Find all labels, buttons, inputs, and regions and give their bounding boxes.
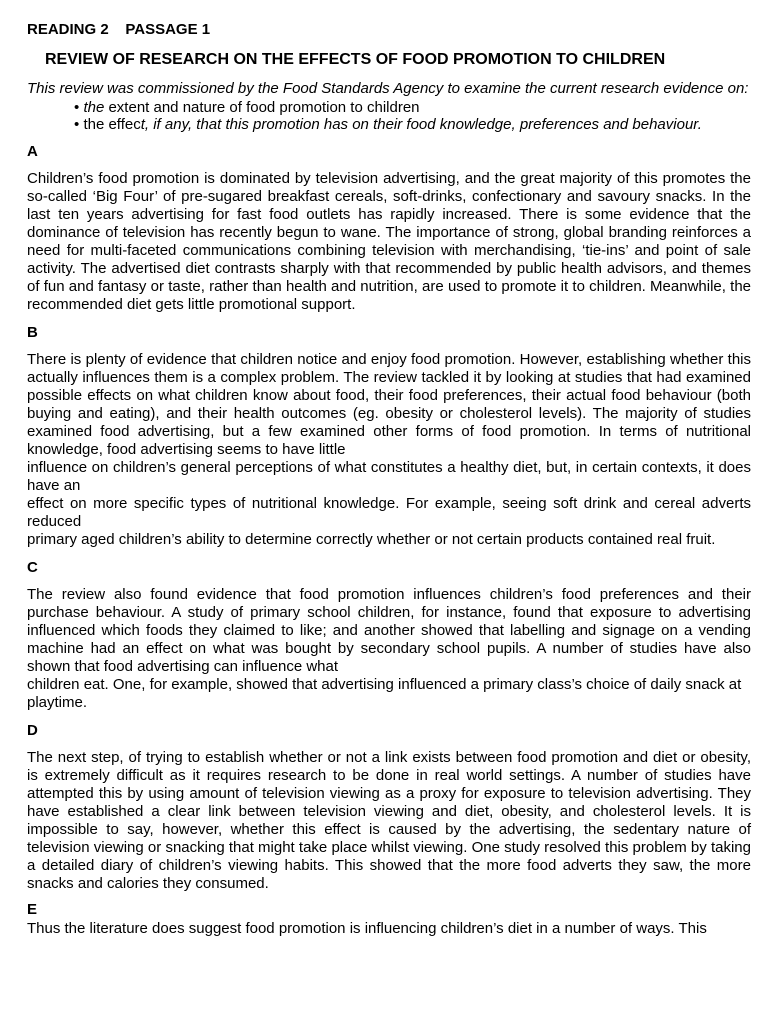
- bullet-item: [74, 99, 751, 116]
- bullet-dot-icon: •: [74, 99, 80, 116]
- paragraph-part: effect on more specific types of nutritional knowledge. For example, seeing soft drink and cereal adverts reduced: [27, 495, 751, 530]
- section-label-e: E: [27, 901, 38, 918]
- section-text-a: Children’s food promotion is dominated by television advertising, and the great majority of this promotes the so-called ‘Big Four’ of pre-sugared breakfast cereals, soft-drinks, confectionary and savoury snacks. In the last ten years advertising for fast food outlets has rapidly increased. There is some evidence that the dominance of television has recently begun to wane. The importance of strong, global branding reinforces a need for multi-faceted communications combining television with merchandising, ‘tie-ins’ and point of sale activity. The advertised diet contrasts sharply with that recommended by public health advisors, and themes of fun and fantasy or taste, rather than health and nutrition, are used to promote it to children. Meanwhile, the recommended diet gets little promotional support.: [27, 170, 751, 313]
- section-text-b: [27, 351, 751, 549]
- intro-text: This review was commissioned by the Food Standards Agency to examine the current research evidence on:: [27, 80, 749, 97]
- section-label-b: B: [27, 324, 38, 341]
- paragraph-part: primary aged children’s ability to determine correctly whether or not certain products contained real fruit.: [27, 531, 716, 548]
- passage-header: READING 2 PASSAGE 1: [27, 21, 211, 38]
- section-text-d: The next step, of trying to establish whether or not a link exists between food promotion and diet or obesity, is extremely difficult as it requires research to be done in real world settings. A number of studies have attempted this by using amount of television viewing as a proxy for exposure to television advertising. They have established a clear link between television viewing and diet, obesity, and cholesterol levels. It is impossible to say, however, whether this effect is caused by the advertising, the sedentary nature of television viewing or snacking that might take place whilst viewing. One study resolved this problem by taking a detailed diary of children’s viewing habits. This showed that the more food adverts they saw, the more snacks and calories they consumed.: [27, 749, 751, 892]
- bullet-item: [74, 116, 751, 133]
- section-text-c: [27, 586, 751, 712]
- section-label-a: A: [27, 143, 38, 160]
- bullet-lead: the: [83, 99, 105, 116]
- bullet-dot-icon: •: [74, 116, 80, 133]
- paragraph-part: There is plenty of evidence that children notice and enjoy food promotion. However, establishing whether this actually influences them is a complex problem. The review tackled it by looking at studies that had examined possible effects on what children know about food, their food preferences, their actual food behaviour (both buying and eating), and their health outcomes (eg. obesity or cholesterol levels). The majority of studies examined food advertising, but a few examined other forms of food promotion. In terms of nutritional knowledge, food advertising seems to have little: [27, 351, 751, 458]
- paragraph-part: influence on children’s general perceptions of what constitutes a healthy diet, but, in certain contexts, it does have an: [27, 459, 751, 494]
- section-label-c: C: [27, 559, 38, 576]
- page-title: REVIEW OF RESEARCH ON THE EFFECTS OF FOOD PROMOTION TO CHILDREN: [45, 51, 666, 68]
- paragraph-part: The review also found evidence that food promotion influences children’s food preferences and their purchase behaviour. A study of primary school children, for instance, found that exposure to advertising influenced which foods they claimed to like; and another showed that labelling and signage on a vending machine had an effect on what was bought by secondary school pupils. A number of studies have also shown that food advertising can influence what: [27, 586, 751, 675]
- document-page: [27, 20, 751, 938]
- bullet-text: t, if any, that this promotion has on their food knowledge, preferences and behaviour.: [140, 116, 702, 133]
- section-text-e: Thus the literature does suggest food promotion is influencing children’s diet in a number of ways. This: [27, 920, 707, 937]
- bullet-text: extent and nature of food promotion to children: [104, 99, 420, 116]
- paragraph-part: children eat. One, for example, showed that advertising influenced a primary class’s choice of daily snack at playtime.: [27, 676, 742, 711]
- bullet-lead: the effec: [83, 116, 141, 133]
- section-label-d: D: [27, 722, 38, 739]
- bullet-list: [27, 99, 751, 133]
